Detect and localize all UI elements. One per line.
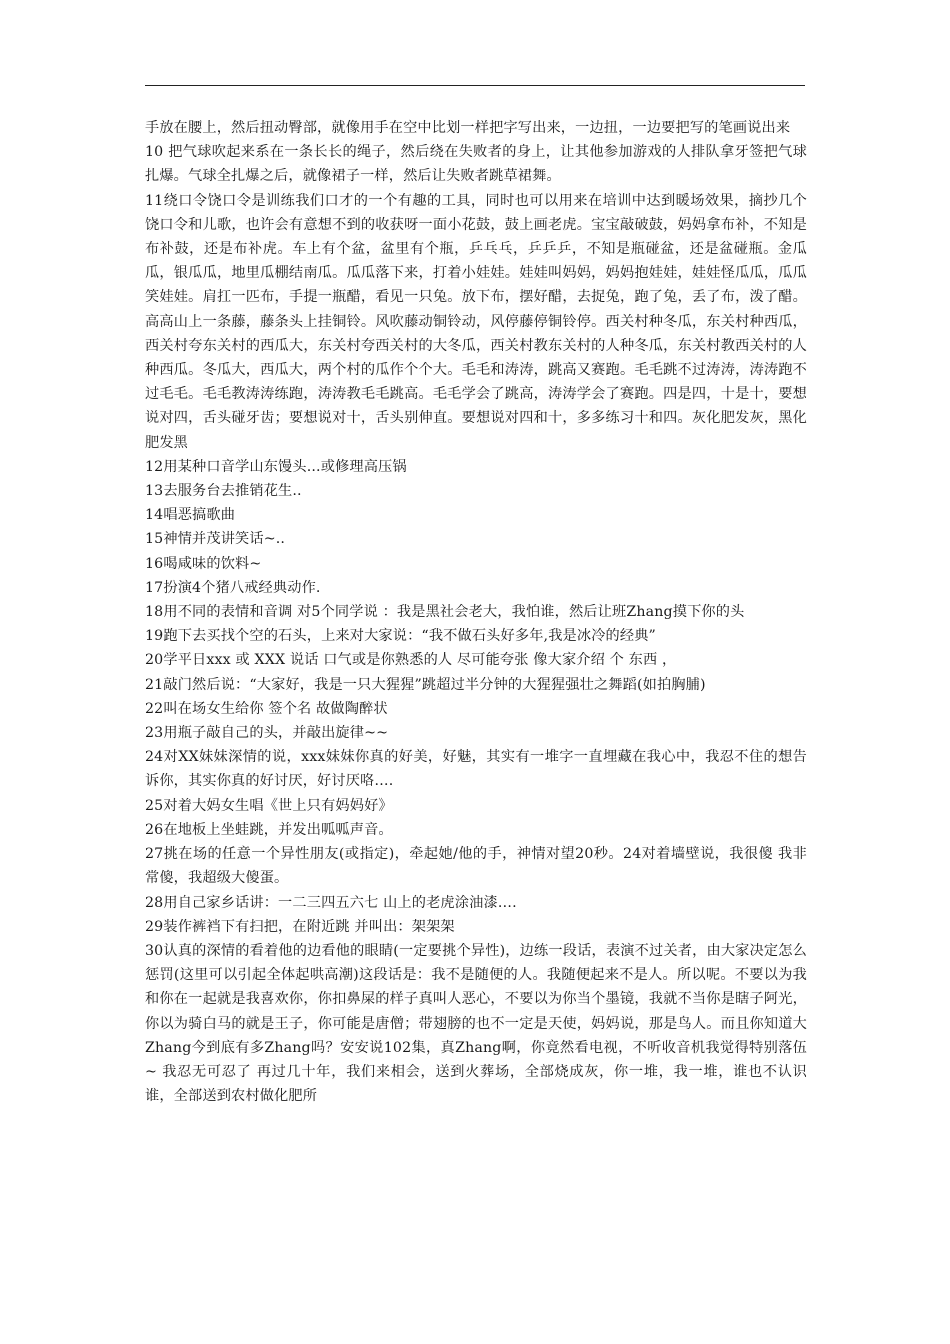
paragraph-item-21: 21敲门然后说：“大家好，我是一只大猩猩”跳超过半分钟的大猩猩强壮之舞蹈(如拍胸脯) bbox=[145, 676, 706, 693]
paragraph-item-28: 28用自己家乡话讲：一二三四五六七 山上的老虎涂油漆…. bbox=[145, 894, 517, 911]
paragraph-item-12: 12用某种口音学山东馒头...或修理高压锅 bbox=[145, 458, 407, 475]
paragraph-continuation: 手放在腰上，然后扭动臀部，就像用手在空中比划一样把字写出来，一边扭，一边要把写的笔画说出来 bbox=[145, 120, 791, 136]
paragraph-item-13: 13去服务台去推销花生.. bbox=[145, 483, 302, 500]
document-body bbox=[145, 116, 807, 1108]
header-rule bbox=[145, 85, 805, 86]
paragraph-item-26: 26在地板上坐蛙跳，并发出呱呱声音。 bbox=[145, 821, 393, 838]
paragraph-item-16: 16喝咸味的饮料~ bbox=[145, 555, 262, 572]
paragraph-item-29: 29装作裤裆下有扫把，在附近跳 并叫出：架架架 bbox=[145, 918, 455, 935]
paragraph-item-10: 10 把气球吹起来系在一条长长的绳子，然后绕在失败者的身上，让其他参加游戏的人排队拿牙签把气球扎爆。气球全扎爆之后，就像裙子一样，然后让失败者跳草裙舞。 bbox=[145, 144, 807, 185]
paragraph-item-20: 20学平日xxx 或 XXX 说话 口气或是你熟悉的人 尽可能夸张 像大家介绍 个 东西 ， bbox=[145, 652, 677, 669]
paragraph-item-23: 23用瓶子敲自己的头，并敲出旋律~~ bbox=[145, 725, 389, 742]
paragraph-item-24: 24对XX妹妹深情的说，xxx妹妹你真的好美，好魅，其实有一堆字一直埋藏在我心中，我忍不住的想告诉你，其实你真的好讨厌，好讨厌咯…. bbox=[145, 749, 807, 790]
paragraph-item-17: 17扮演4个猪八戒经典动作. bbox=[145, 579, 321, 596]
paragraph-item-22: 22叫在场女生给你 签个名 故做陶醉状 bbox=[145, 700, 388, 717]
paragraph-item-19: 19跑下去买找个空的石头，上来对大家说：“我不做石头好多年,我是冰冷的经典” bbox=[145, 628, 656, 645]
paragraph-item-11: 11绕口令饶口令是训练我们口才的一个有趣的工具，同时也可以用来在培训中达到暖场效果，摘抄几个饶口令和儿歌，也许会有意想不到的收获呀一面小花鼓，鼓上画老虎。宝宝敲破鼓，妈妈拿布补，不知是布补鼓，还是布补虎。车上有个盆，盆里有个瓶，乒乓乓，乒乒乒，不知是瓶碰盆，还是盆碰瓶。金瓜瓜，银瓜瓜，地里瓜棚结南瓜。瓜瓜落下来，打着小娃娃。娃娃叫妈妈，妈妈抱娃娃，娃娃怪瓜瓜，瓜瓜笑娃娃。肩扛一匹布，手提一瓶醋，看见一只兔。放下布，摆好醋，去捉兔，跑了兔，丢了布，泼了醋。高高山上一条藤，藤条头上挂铜铃。风吹藤动铜铃动，风停藤停铜铃停。西关村种冬瓜，东关村种西瓜，西关村夸东关村的西瓜大，东关村夸西关村的大冬瓜，西关村教东关村的人种冬瓜，东关村教西关村的人种西瓜。冬瓜大，西瓜大，两个村的瓜作个个大。毛毛和涛涛，跳高又赛跑。毛毛跳不过涛涛，涛涛跑不过毛毛。毛毛教涛涛练跑，涛涛教毛毛跳高。毛毛学会了跳高，涛涛学会了赛跑。四是四，十是十，要想说对四，舌头碰牙齿；要想说对十，舌头别伸直。要想说对四和十，多多练习十和四。灰化肥发灰，黑化肥发黑 bbox=[145, 192, 807, 451]
paragraph-item-30: 30认真的深情的看着他的边看他的眼睛(一定要挑个异性)，边练一段话，表演不过关者，由大家决定怎么惩罚(这里可以引起全体起哄高潮)这段话是：我不是随便的人。我随便起来不是人。所以呢。不要以为我和你在一起就是我喜欢你，你扣鼻屎的样子真叫人恶心，不要以为你当个墨镜，我就不当你是瞎子阿光，你以为骑白马的就是王子，你可能是唐僧；带翅膀的也不一定是天使，妈妈说，那是鸟人。而且你知道大Zhang今到底有多Zhang吗？安安说102集，真Zhang啊，你竟然看电视，不听收音机我觉得特别落伍~ 我忍无可忍了 再过几十年，我们来相会，送到火葬场，全部烧成灰，你一堆，我一堆，谁也不认识 谁，全部送到农村做化肥所 bbox=[145, 942, 807, 1105]
paragraph-item-25: 25对着大妈女生唱《世上只有妈妈好》 bbox=[145, 797, 393, 814]
paragraph-item-15: 15神情并茂讲笑话~.. bbox=[145, 531, 286, 548]
paragraph-item-18: 18用不同的表情和音调 对5个同学说 ：我是黑社会老大，我怕谁，然后让班Zhang摸下你的头 bbox=[145, 604, 745, 621]
paragraph-item-27: 27挑在场的任意一个异性朋友(或指定)，牵起她/他的手，神情对望20秒。24对着墙壁说，我很傻 我非常傻，我超级大傻蛋。 bbox=[145, 846, 807, 887]
paragraph-item-14: 14唱恶搞歌曲 bbox=[145, 507, 236, 524]
